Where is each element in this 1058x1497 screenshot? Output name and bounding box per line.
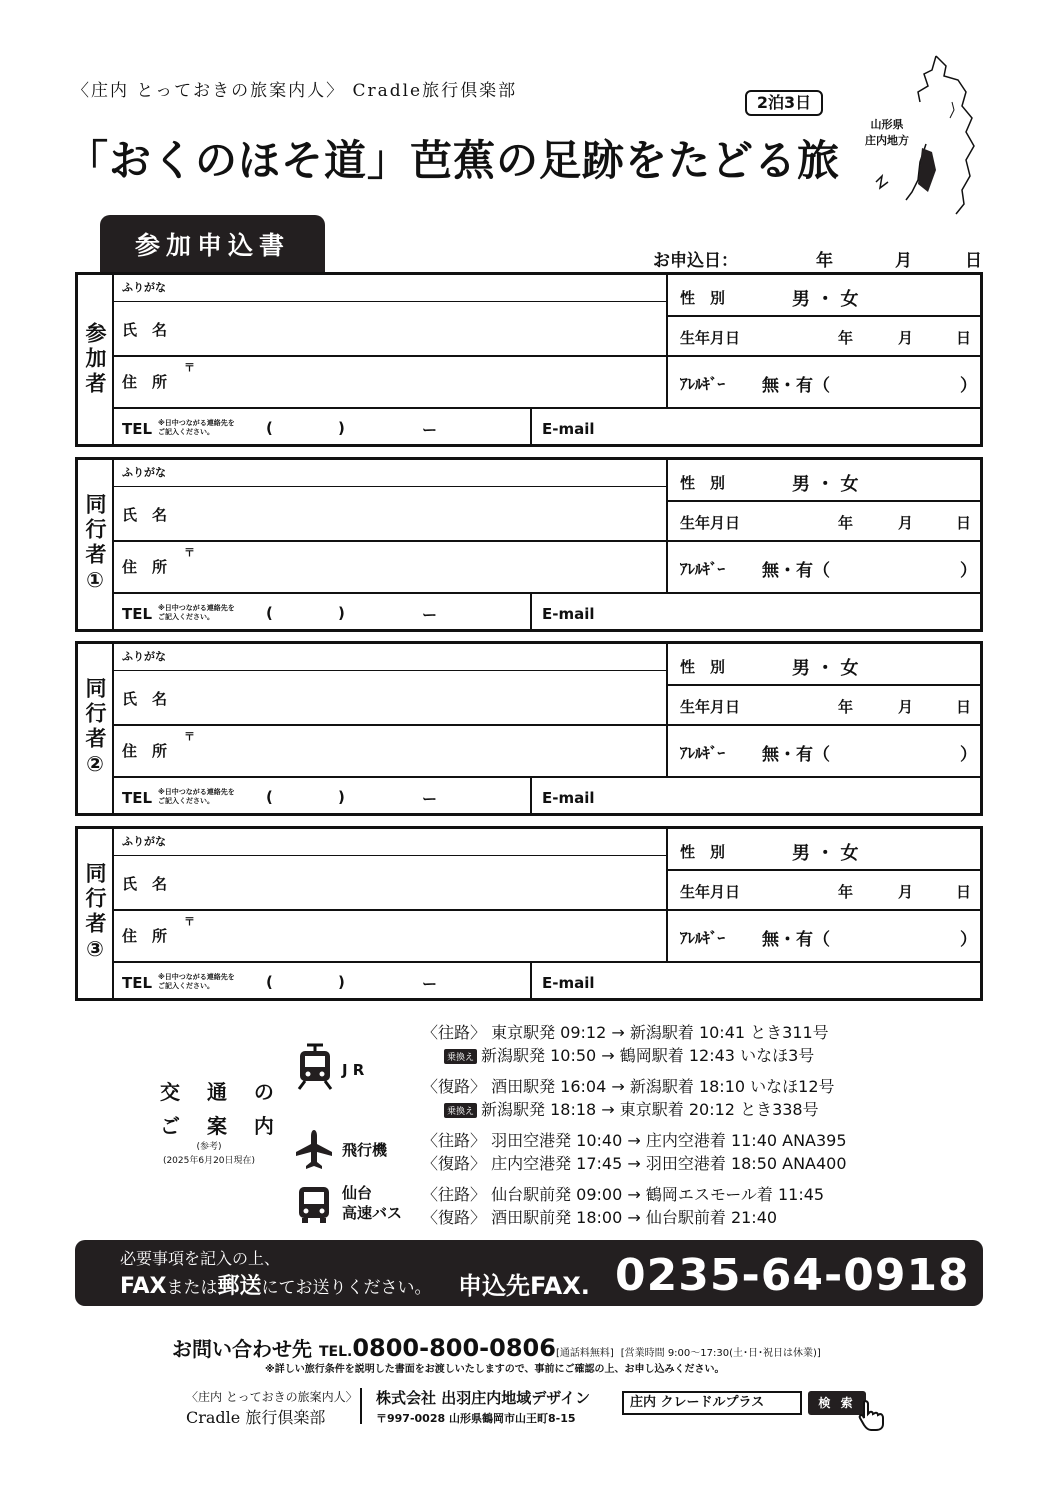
fax-number: 0235-64-0918 xyxy=(615,1250,970,1301)
address-field[interactable]: 住 所 xyxy=(122,927,168,945)
gender-options[interactable]: 男 ・ 女 xyxy=(792,843,859,864)
allergy-options[interactable]: 無・有（ xyxy=(762,930,830,950)
name-field[interactable]: 氏 名 xyxy=(122,875,168,893)
gender-label: 性 別 xyxy=(680,658,726,676)
name-field[interactable]: 氏 名 xyxy=(122,321,168,339)
air-return: 〈復路〉 庄内空港発 17:45 → 羽田空港着 18:50 ANA400 xyxy=(422,1154,847,1173)
gender-label: 性 別 xyxy=(680,289,726,307)
furigana-label: ふりがな xyxy=(122,466,166,479)
jr-outbound-2: 乗換え 新潟駅発 10:50 → 鶴岡駅着 12:43 いなほ3号 xyxy=(444,1043,814,1066)
train-icon xyxy=(297,1043,333,1091)
bus-icon xyxy=(298,1186,330,1224)
search-button[interactable]: 検 索 xyxy=(808,1391,866,1415)
contact-phone[interactable]: 0800-800-0806 xyxy=(352,1334,556,1362)
allergy-label: ｱﾚﾙｷﾞｰ xyxy=(680,744,726,762)
gender-label: 性 別 xyxy=(680,843,726,861)
map-label: 山形県 庄内地方 xyxy=(858,117,916,149)
jr-outbound-1: 〈往路〉 東京駅発 09:12 → 新潟駅着 10:41 とき311号 xyxy=(422,1023,829,1042)
birthdate-label: 生年月日 xyxy=(680,514,741,532)
jr-label: J R xyxy=(342,1061,365,1079)
contact-line: お問い合わせ先 TEL.0800-800-0806[通話料無料] [営業時間 9:00〜17:30(土･日･祝日は休業)] xyxy=(172,1334,821,1362)
applicant-block: 同行者③ ふりがな 氏 名 住 所 〒 TEL ※日中つながる連絡先を ご記入ください。 ( ) ー E-mail 性 別 男 ・ 女 生年月日 年 月 日 ｱﾚﾙｷﾞｰ 無・有（ ） xyxy=(75,826,983,1001)
allergy-label: ｱﾚﾙｷﾞｰ xyxy=(680,560,726,578)
name-field[interactable]: 氏 名 xyxy=(122,690,168,708)
allergy-label: ｱﾚﾙｷﾞｰ xyxy=(680,929,726,947)
jr-return-1: 〈復路〉 酒田駅発 16:04 → 新潟駅着 18:10 いなほ12号 xyxy=(422,1077,835,1096)
allergy-label: ｱﾚﾙｷﾞｰ xyxy=(680,375,726,393)
email-field[interactable]: E-mail xyxy=(542,974,595,992)
furigana-label: ふりがな xyxy=(122,650,166,663)
birthdate-label: 生年月日 xyxy=(680,698,741,716)
applicant-block: 参加者 ふりがな 氏 名 住 所 〒 TEL ※日中つながる連絡先を ご記入ください。 ( ) ー E-mail 性 別 男 ・ 女 生年月日 年 月 日 ｱﾚﾙｷﾞｰ 無・有（ ） xyxy=(75,272,983,447)
jr-return-2: 乗換え 新潟駅発 18:18 → 東京駅着 20:12 とき338号 xyxy=(444,1097,819,1120)
search-box[interactable]: 庄内 クレードルプラス xyxy=(622,1391,802,1415)
gender-label: 性 別 xyxy=(680,474,726,492)
applicant-block: 同行者① ふりがな 氏 名 住 所 〒 TEL ※日中つながる連絡先を ご記入ください。 ( ) ー E-mail 性 別 男 ・ 女 生年月日 年 月 日 ｱﾚﾙｷﾞｰ 無・有（ ） xyxy=(75,457,983,632)
postal-mark: 〒 xyxy=(184,546,195,559)
airplane-icon xyxy=(294,1128,334,1170)
tel-note: ※日中つながる連絡先を ご記入ください。 xyxy=(158,788,235,805)
tel-note: ※日中つながる連絡先を ご記入ください。 xyxy=(158,419,235,436)
email-field[interactable]: E-mail xyxy=(542,605,595,623)
footer-company: 株式会社 出羽庄内地域デザイン xyxy=(376,1389,591,1407)
footer-brand-tagline: 〈庄内 とっておきの旅案内人〉 xyxy=(186,1390,358,1404)
allergy-options[interactable]: 無・有（ xyxy=(762,561,830,581)
fax-banner: 必要事項を記入の上、 FAXまたは郵送にてお送りください。 申込先FAX. 0235-64-0918 xyxy=(75,1240,983,1306)
fax-instruction: FAXまたは郵送にてお送りください。 xyxy=(120,1274,432,1299)
air-outbound: 〈往路〉 羽田空港発 10:40 → 庄内空港着 11:40 ANA395 xyxy=(422,1131,847,1150)
allergy-options[interactable]: 無・有（ xyxy=(762,745,830,765)
gender-options[interactable]: 男 ・ 女 xyxy=(792,474,859,495)
email-field[interactable]: E-mail xyxy=(542,789,595,807)
name-field[interactable]: 氏 名 xyxy=(122,506,168,524)
tel-field[interactable]: TEL xyxy=(122,605,153,623)
bus-outbound: 〈往路〉 仙台駅前発 09:00 → 鶴岡エスモール着 11:45 xyxy=(422,1185,825,1204)
furigana-label: ふりがな xyxy=(122,281,166,294)
email-field[interactable]: E-mail xyxy=(542,420,595,438)
tel-field[interactable]: TEL xyxy=(122,974,153,992)
bus-return: 〈復路〉 酒田駅前発 18:00 → 仙台駅前着 21:40 xyxy=(422,1208,778,1227)
transport-title: 交 通 の ご 案 内 xyxy=(160,1080,284,1138)
footer-divider xyxy=(360,1388,362,1424)
footer-brand-name: Cradle 旅行倶楽部 xyxy=(186,1408,326,1427)
postal-mark: 〒 xyxy=(184,361,195,374)
block-heading: 同行者③ xyxy=(78,829,114,998)
block-heading: 同行者② xyxy=(78,644,114,813)
applicant-block: 同行者② ふりがな 氏 名 住 所 〒 TEL ※日中つながる連絡先を ご記入ください。 ( ) ー E-mail 性 別 男 ・ 女 生年月日 年 月 日 ｱﾚﾙｷﾞｰ 無・有（ ） xyxy=(75,641,983,816)
duration-badge: 2泊3日 xyxy=(745,90,823,116)
furigana-label: ふりがな xyxy=(122,835,166,848)
tel-note: ※日中つながる連絡先を ご記入ください。 xyxy=(158,973,235,990)
footer-address: 〒997-0028 山形県鶴岡市山王町8-15 xyxy=(376,1412,576,1425)
gender-options[interactable]: 男 ・ 女 xyxy=(792,658,859,679)
address-field[interactable]: 住 所 xyxy=(122,373,168,391)
tel-field[interactable]: TEL xyxy=(122,420,153,438)
tel-note: ※日中つながる連絡先を ご記入ください。 xyxy=(158,604,235,621)
pointer-hand-icon xyxy=(856,1398,890,1432)
transport-note: (参考) (2025年6月20日現在) xyxy=(162,1142,256,1166)
allergy-options[interactable]: 無・有（ xyxy=(762,376,830,396)
tel-field[interactable]: TEL xyxy=(122,789,153,807)
fax-label: 申込先FAX. xyxy=(458,1272,590,1300)
bus-label: 仙台 高速バス xyxy=(342,1184,403,1222)
birthdate-label: 生年月日 xyxy=(680,883,741,901)
plane-label: 飛行機 xyxy=(342,1141,388,1159)
address-field[interactable]: 住 所 xyxy=(122,558,168,576)
block-heading: 参加者 xyxy=(78,275,114,444)
application-form-tab: 参加申込書 xyxy=(100,215,325,273)
contact-note: ※詳しい旅行条件を説明した書面をお渡しいたしますので、事前にご確認の上、お申し込みください。 xyxy=(265,1364,725,1375)
gender-options[interactable]: 男 ・ 女 xyxy=(792,289,859,310)
brand-subtitle: 〈庄内 とっておきの旅案内人〉 Cradle旅行倶楽部 xyxy=(72,81,518,101)
page-title: 「おくのほそ道」芭蕉の足跡をたどる旅 xyxy=(66,136,841,185)
address-field[interactable]: 住 所 xyxy=(122,742,168,760)
postal-mark: 〒 xyxy=(184,730,195,743)
postal-mark: 〒 xyxy=(184,915,195,928)
block-heading: 同行者① xyxy=(78,460,114,629)
birthdate-label: 生年月日 xyxy=(680,329,741,347)
